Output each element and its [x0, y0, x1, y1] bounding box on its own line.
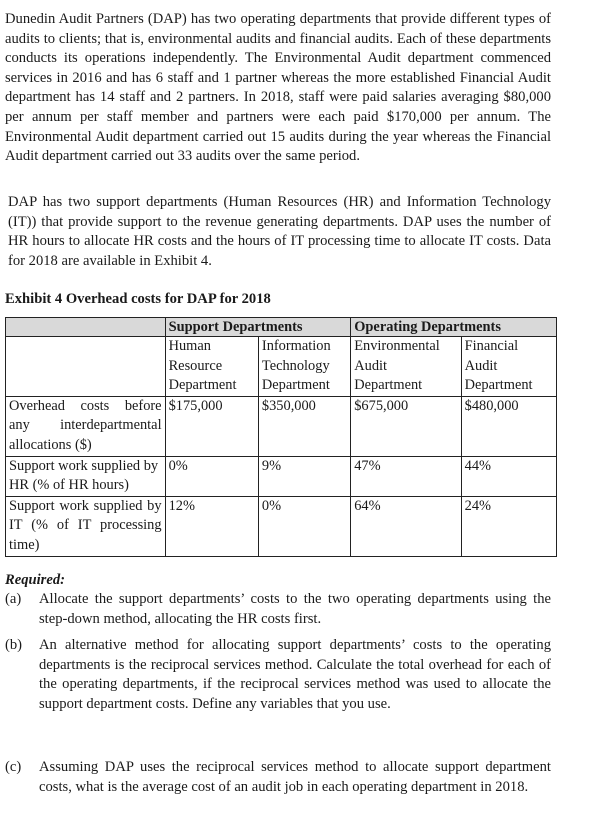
column-header-hr: Human Resource Department — [165, 337, 258, 397]
row-label-it-support: Support work supplied by IT (% of IT processing time) — [6, 496, 166, 556]
question-c-label: (c) — [5, 759, 22, 775]
cell-hr-support-it: 9% — [258, 456, 350, 496]
cell-it-support-environmental: 64% — [351, 496, 461, 556]
cell-overhead-financial: $480,000 — [461, 396, 556, 456]
column-header-it: Information Technology Department — [258, 337, 350, 397]
cell-overhead-it: $350,000 — [258, 396, 350, 456]
operating-departments-header: Operating Departments — [351, 318, 557, 337]
cell-overhead-environmental: $675,000 — [351, 396, 461, 456]
cell-it-support-it: 0% — [258, 496, 350, 556]
table-row — [6, 456, 557, 496]
table-row — [6, 496, 557, 556]
intro-paragraph-2: DAP has two support departments (Human Resources (HR) and Information Technology (IT)) that provide support to the revenue generating departments. DAP uses the number of HR hours to allocate HR costs and the hours of IT processing time to allocate IT costs. Data for 2018 are available in Exhibit 4. — [8, 194, 551, 269]
table-column-header-row — [6, 337, 557, 397]
support-departments-header: Support Departments — [165, 318, 351, 337]
column-header-financial: Financial Audit Department — [461, 337, 556, 397]
question-a-text: Allocate the support departments’ costs to the two operating departments using the step-down method, allocating the HR costs first. — [39, 591, 551, 627]
row-label-overhead: Overhead costs before any interdepartmental allocations ($) — [6, 396, 166, 456]
cell-overhead-hr: $175,000 — [165, 396, 258, 456]
cell-hr-support-financial: 44% — [461, 456, 556, 496]
table-blank-cell — [6, 337, 166, 397]
cell-hr-support-hr: 0% — [165, 456, 258, 496]
question-a-label: (a) — [5, 591, 22, 607]
table-corner-cell — [6, 318, 166, 337]
question-b-label: (b) — [5, 637, 23, 653]
question-c-text: Assuming DAP uses the reciprocal services method to allocate support department costs, what is the average cost of an audit job in each operating department in 2018. — [39, 759, 551, 795]
question-b-text: An alternative method for allocating support departments’ costs to the operating departments is the reciprocal services method. Calculate the total overhead for each of the operating departments, if the reciprocal services method was used to allocate the support department costs. Define any variables that you use. — [39, 637, 551, 712]
exhibit-title: Exhibit 4 Overhead costs for DAP for 2018 — [5, 291, 271, 307]
cell-it-support-financial: 24% — [461, 496, 556, 556]
cell-hr-support-environmental: 47% — [351, 456, 461, 496]
question-c — [5, 758, 551, 797]
question-a — [5, 590, 551, 629]
table-row — [6, 396, 557, 456]
exhibit-table — [5, 317, 557, 557]
question-b — [5, 636, 551, 714]
cell-it-support-hr: 12% — [165, 496, 258, 556]
row-label-hr-support: Support work supplied by HR (% of HR hours) — [6, 456, 166, 496]
column-header-environmental: Environmental Audit Department — [351, 337, 461, 397]
table-group-header-row — [6, 318, 557, 337]
required-heading: Required: — [5, 572, 65, 588]
intro-paragraph-1: Dunedin Audit Partners (DAP) has two operating departments that provide different types of audits to clients; that is, environmental audits and financial audits. Each of these departments conducts its operations independently. The Environmental Audit department commenced services in 2016 and has 6 staff and 1 partner whereas the more established Financial Audit department has 14 staff and 2 partners. In 2018, staff were paid salaries averaging $80,000 per annum per staff member and partners were each paid $170,000 per annum. The Environmental Audit department carried out 15 audits during the year whereas the Financial Audit department carried out 33 audits over the same period. — [5, 11, 551, 165]
